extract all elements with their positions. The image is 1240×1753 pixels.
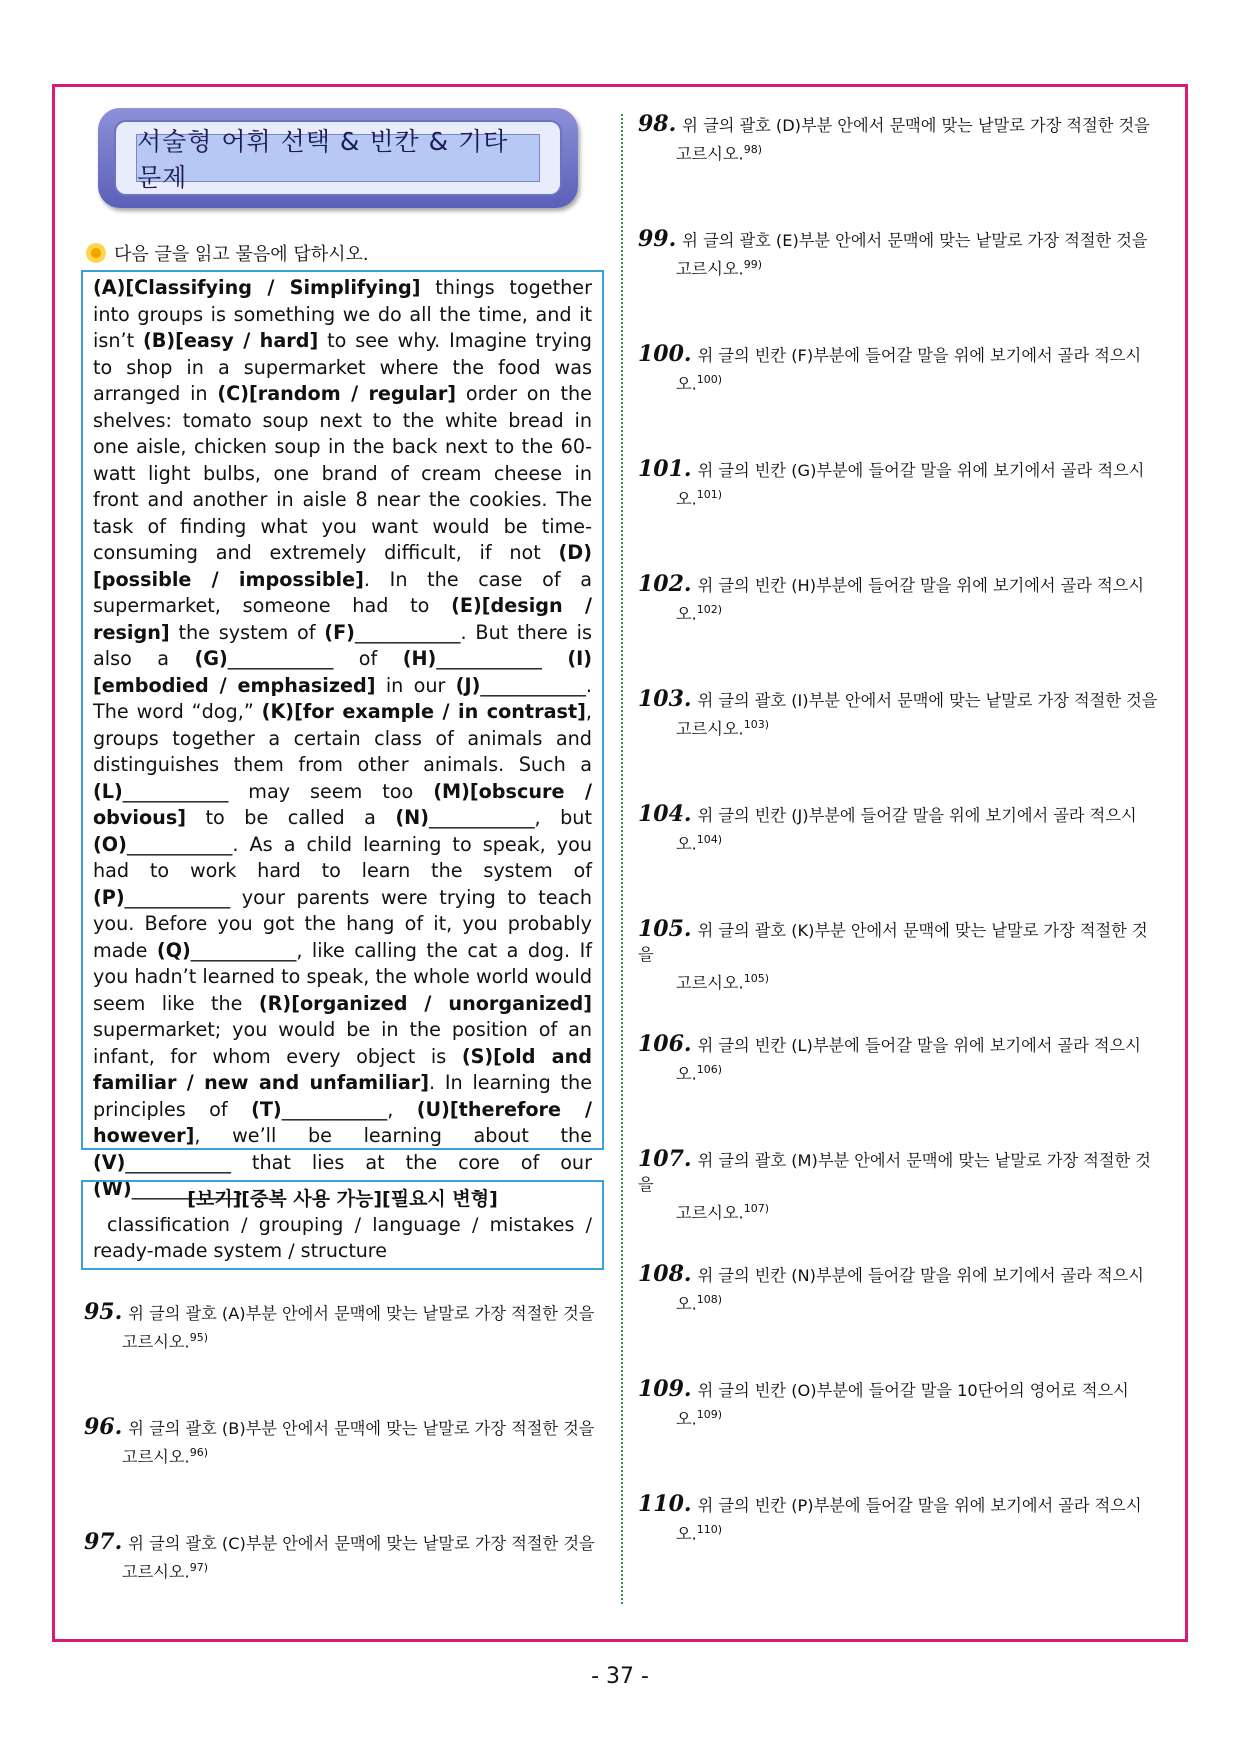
question-item [638,687,1163,741]
passage-text: supermarket; you would be in the position of an infant, for whom every object is [93,1018,592,1068]
question-second-line [638,1288,1163,1316]
question-text: 위 글의 괄호 (M)부분 안에서 문맥에 맞는 낱말로 가장 적절한 것을 [638,1151,1151,1194]
question-item [638,1032,1163,1086]
question-second-line [638,483,1163,511]
passage-text: things together into groups is something we do all the time, and it isn’t [93,276,592,352]
passage-marker: (U)[therefore / however] [93,1097,592,1147]
footnote-ref: 108) [696,1293,723,1306]
passage-text: ___________. [131,1177,244,1200]
footnote-ref: 107) [743,1202,769,1215]
passage-text: the system of [169,620,325,644]
word-bank-words: classification / grouping / language / mistakes / ready-made system / structure [93,1214,592,1262]
passage-marker: (O) [93,832,127,856]
question-text: 위 글의 괄호 (K)부분 안에서 문맥에 맞는 낱말로 가장 적절한 것을 [638,921,1148,964]
question-number: 104. [638,801,692,827]
question-item [638,802,1163,856]
question-first-line [638,112,1163,138]
passage-text: ___________. But there is also a [93,620,592,670]
question-text: 위 글의 괄호 (D)부분 안에서 문맥에 맞는 낱말로 가장 적절한 것을 [682,116,1150,135]
footnote-ref: 110) [696,1523,723,1536]
question-text-cont: 고르시오. [676,144,744,164]
passage-text: order on the shelves: tomato soup next to the white bread in one aisle, chicken soup in the back next to the 60-watt light bulbs, one brand of cream cheese in front and another in aisle 8 near the cookies. The task of finding what you want would be time-consuming and extremely difficult, if not [93,382,592,564]
passage-text: ___________. As a child learning to speak, you had to work hard to learn the system of [93,832,592,882]
column-divider [621,114,623,1604]
passage-marker: (L) [93,779,123,803]
question-first-line [638,457,1163,483]
question-number: 107. [638,1146,692,1172]
passage-marker: (S)[old and familiar / new and unfamiliar] [93,1044,592,1094]
question-text: 위 글의 괄호 (I)부분 안에서 문맥에 맞는 낱말로 가장 적절한 것을 [697,691,1158,710]
section-title-badge [98,108,578,208]
footnote-ref: 101) [696,488,723,501]
question-second-line [84,1441,604,1469]
question-second-line [638,138,1163,166]
question-text-cont: 고르시오. [676,973,744,993]
passage-marker: (K)[for example / in contrast] [261,700,586,723]
question-text-cont: 오. [676,834,697,854]
passage-marker: (A)[Classifying / Simplifying] [93,276,421,299]
passage-text: to see why. Imagine trying to shop in a supermarket where the food was arranged in [93,329,592,405]
question-text-cont: 고르시오. [676,719,744,739]
question-text-cont: 오. [676,1409,697,1429]
passage-marker: (P) [93,885,125,909]
passage-text: ___________ that lies at the core of our [125,1150,592,1174]
question-first-line [84,1415,604,1441]
question-text: 위 글의 빈칸 (N)부분에 들어갈 말을 위에 보기에서 골라 적으시 [697,1266,1144,1285]
question-second-line [638,1058,1163,1086]
passage-text: ___________ [436,647,568,670]
footnote-ref: 103) [743,718,769,731]
footnote-ref: 98) [743,143,762,156]
question-number: 95. [84,1299,123,1325]
question-number: 110. [638,1491,692,1517]
question-text: 위 글의 괄호 (C)부분 안에서 문맥에 맞는 낱말로 가장 적절한 것을 [128,1534,595,1553]
question-number: 97. [84,1529,123,1555]
question-item [638,572,1163,626]
question-number: 98. [638,111,677,137]
question-number: 106. [638,1031,692,1057]
question-text-cont: 오. [676,604,697,624]
passage-marker: (E)[design / resign] [93,594,592,644]
question-text: 위 글의 빈칸 (L)부분에 들어갈 말을 위에 보기에서 골라 적으시 [697,1036,1141,1055]
passage-marker: (M)[obscure / obvious] [93,779,593,829]
passage-text: to be called a [186,806,396,829]
footnote-ref: 97) [189,1561,208,1574]
question-text: 위 글의 괄호 (B)부분 안에서 문맥에 맞는 낱말로 가장 적절한 것을 [128,1419,595,1438]
passage-text: . In the case of a supermarket, someone had to [93,567,592,617]
passage-marker: (C)[random / regular] [217,382,457,405]
question-second-line [638,1197,1163,1225]
question-item [638,1492,1163,1546]
passage-text: , groups together a certain class of animals and distinguishes them from other animals. Such a [93,700,592,776]
question-text-cont: 오. [676,1064,697,1084]
passage-text: ___________ of [227,647,403,670]
question-item [638,457,1163,511]
question-text: 위 글의 빈칸 (P)부분에 들어갈 말을 위에 보기에서 골라 적으시 [697,1496,1142,1515]
question-item [638,112,1163,166]
footnote-ref: 96) [189,1446,208,1459]
footnote-ref: 100) [696,373,723,386]
passage-text: ___________ may seem too [122,779,434,803]
footnote-ref: 104) [696,833,723,846]
passage-text: ___________, like calling the cat a dog. If you hadn’t learned to speak, the whole world would seem like the [93,938,592,1015]
passage-text: ___________ your parents were trying to teach you. Before you got the hang of it, you probably made [93,885,592,962]
question-first-line [638,572,1163,598]
question-text-cont: 오. [676,1524,697,1544]
passage-text: , we’ll be learning about the [194,1124,592,1147]
question-item [84,1415,604,1469]
question-text-cont: 고르시오. [122,1447,190,1467]
question-text: 위 글의 괄호 (A)부분 안에서 문맥에 맞는 낱말로 가장 적절한 것을 [128,1304,595,1323]
question-second-line [638,368,1163,396]
passage-marker: (G) [194,647,228,670]
section-title: 서술형 어휘 선택 & 빈칸 & 기타 문제 [136,134,540,182]
question-first-line [638,687,1163,713]
question-number: 103. [638,686,692,712]
question-first-line [638,1262,1163,1288]
question-first-line [84,1300,604,1326]
flower-icon [86,243,106,263]
question-first-line [638,1492,1163,1518]
question-number: 108. [638,1261,692,1287]
passage-text: ___________. The word “dog,” [93,673,592,723]
passage-marker: (D)[possible / impossible] [93,541,592,591]
question-text-cont: 고르시오. [122,1332,190,1352]
question-item [638,342,1163,396]
passage-marker: (H) [402,647,437,670]
question-first-line [638,227,1163,253]
question-item [638,1147,1163,1225]
question-text-cont: 고르시오. [122,1562,190,1582]
passage-marker: (V) [93,1150,126,1174]
passage-marker: (Q) [156,938,191,962]
question-text: 위 글의 빈칸 (G)부분에 들어갈 말을 위에 보기에서 골라 적으시 [697,461,1145,480]
question-text: 위 글의 빈칸 (H)부분에 들어갈 말을 위에 보기에서 골라 적으시 [697,576,1144,595]
instruction-line [86,240,369,266]
question-item [638,917,1163,995]
question-text: 위 글의 빈칸 (O)부분에 들어갈 말을 10단어의 영어로 적으시 [697,1381,1129,1400]
question-number: 109. [638,1376,692,1402]
question-first-line [638,342,1163,368]
question-number: 102. [638,571,692,597]
passage-marker: (T) [251,1097,282,1121]
footnote-ref: 105) [743,972,769,985]
question-item [84,1300,604,1354]
instruction-text: 다음 글을 읽고 물음에 답하시오. [114,244,369,265]
question-number: 99. [638,226,677,252]
question-text-cont: 오. [676,374,697,394]
question-second-line [638,713,1163,741]
question-second-line [638,828,1163,856]
question-first-line [84,1530,604,1556]
question-second-line [84,1326,604,1354]
question-item [638,227,1163,281]
question-item [84,1530,604,1584]
passage-text: ___________, but [429,806,592,829]
question-second-line [638,967,1163,995]
question-text: 위 글의 빈칸 (J)부분에 들어갈 말을 위에 보기에서 골라 적으시 [697,806,1137,825]
question-first-line [638,1377,1163,1403]
passage-text: ___________, [281,1097,417,1121]
passage-marker: (J) [455,673,481,697]
passage-marker: (F) [324,620,355,644]
question-first-line [638,917,1163,967]
question-first-line [638,1032,1163,1058]
question-number: 105. [638,916,692,942]
passage-text: . In learning the principles of [93,1071,592,1121]
page-number: - 37 - [591,1664,649,1689]
passage-text: in our [375,673,456,697]
question-second-line [84,1556,604,1584]
question-text-cont: 고르시오. [676,259,744,279]
question-item [638,1262,1163,1316]
question-number: 100. [638,341,692,367]
footnote-ref: 102) [696,603,723,616]
question-text: 위 글의 괄호 (E)부분 안에서 문맥에 맞는 낱말로 가장 적절한 것을 [682,231,1148,250]
footnote-ref: 95) [189,1331,208,1344]
question-first-line [638,802,1163,828]
passage-marker: (N) [395,806,430,829]
passage-marker: (I)[embodied / emphasized] [93,647,592,697]
question-text-cont: 오. [676,489,697,509]
section-title-inner [114,120,562,196]
question-text: 위 글의 빈칸 (F)부분에 들어갈 말을 위에 보기에서 골라 적으시 [697,346,1142,365]
footnote-ref: 106) [696,1063,723,1076]
question-item [638,1377,1163,1431]
question-second-line [638,253,1163,281]
footnote-ref: 109) [696,1408,723,1421]
passage-marker: (R)[organized / unorganized] [258,991,592,1015]
passage-marker: (W) [93,1177,132,1200]
passage-marker: (B)[easy / hard] [142,329,319,352]
question-second-line [638,1518,1163,1546]
question-text-cont: 오. [676,1294,697,1314]
question-text-cont: 고르시오. [676,1203,744,1223]
question-second-line [638,1403,1163,1431]
question-number: 96. [84,1414,123,1440]
question-number: 101. [638,456,692,482]
question-first-line [638,1147,1163,1197]
word-bank-title: [보기][중복 사용 가능][필요시 변형] [187,1188,498,1210]
word-bank-box [81,1180,604,1270]
question-second-line [638,598,1163,626]
footnote-ref: 99) [743,258,762,271]
